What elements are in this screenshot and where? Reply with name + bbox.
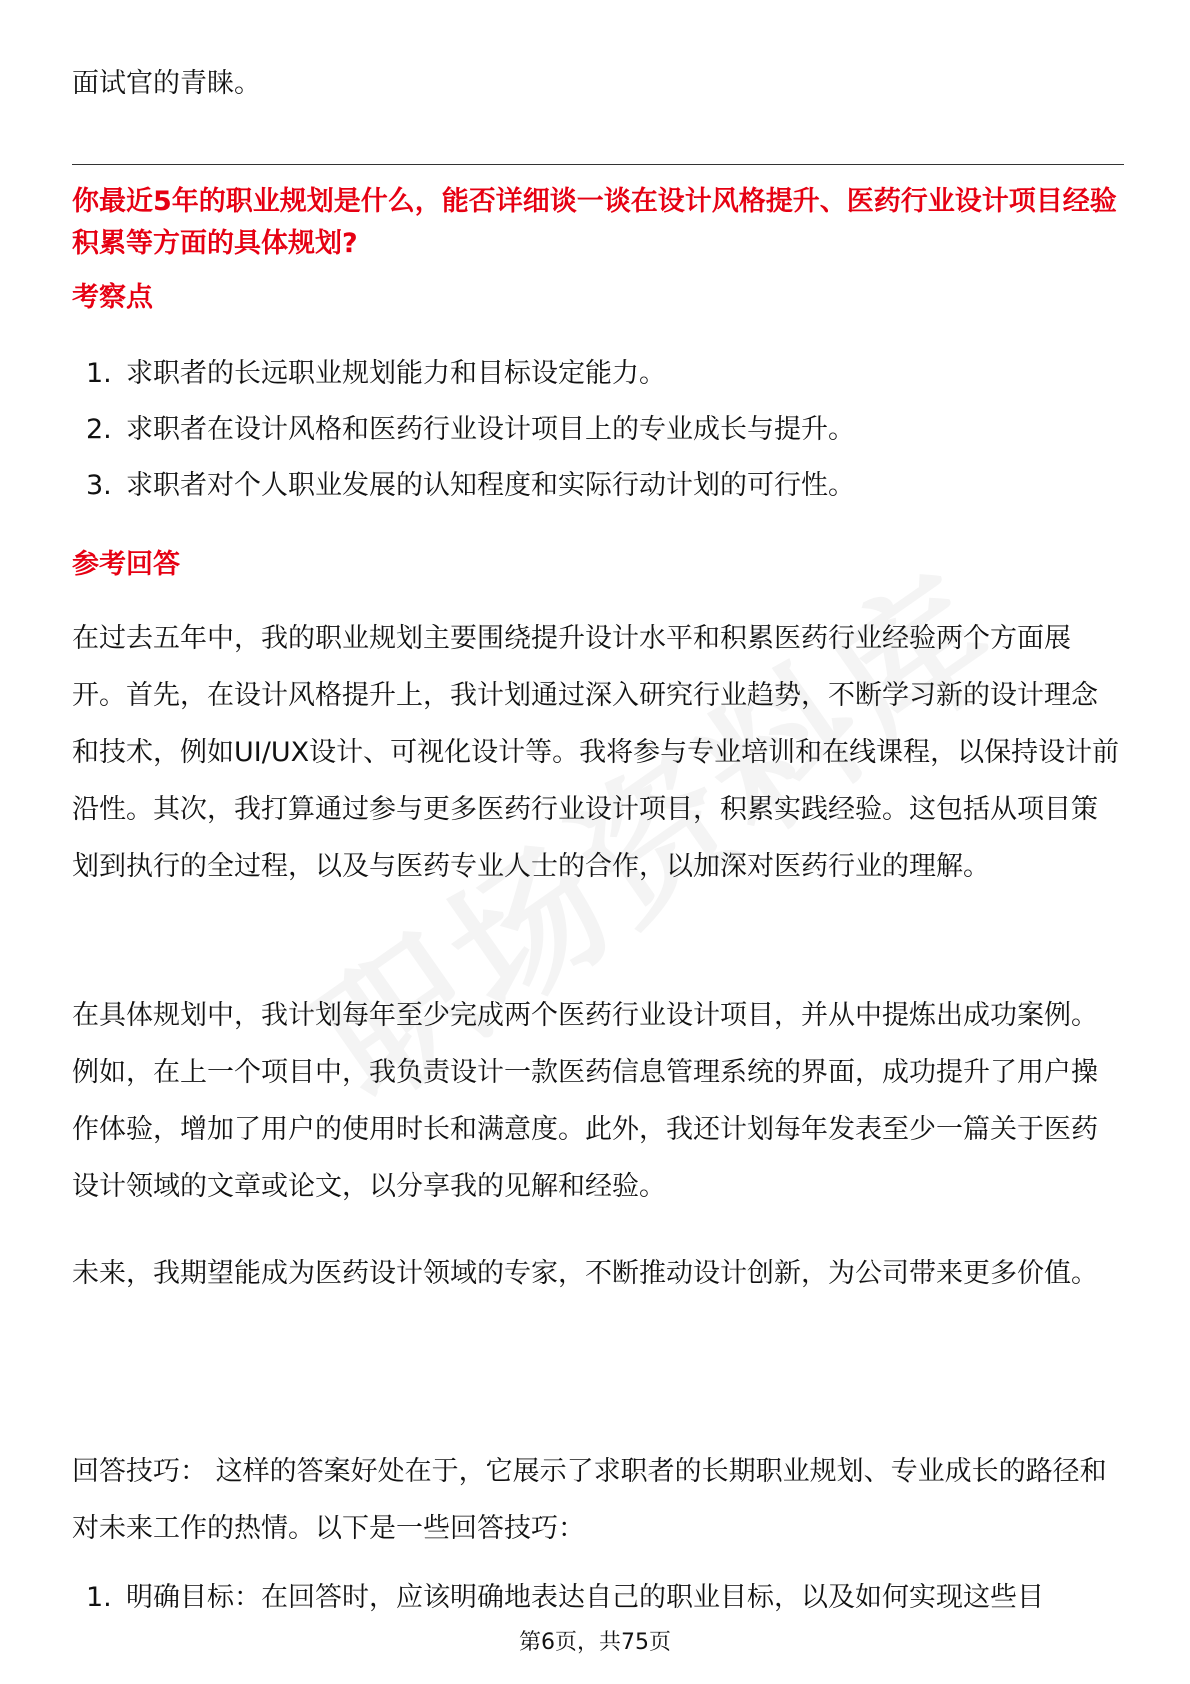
list-item-text: 明确目标：在回答时，应该明确地表达自己的职业目标，以及如何实现这些目 [126, 1582, 1044, 1613]
answer-paragraph: 在具体规划中，我计划每年至少完成两个医药行业设计项目，并从中提炼出成功案例。例如，在上一个项目中，我负责设计一款医药信息管理系统的界面，成功提升了用户操作体验，增加了用户的使用时长和满意度。此外，我还计划每年发表至少一篇关于医药设计领域的文章或论文，以分享我的见解和经验。 [72, 1000, 1098, 1202]
list-item [72, 346, 1122, 402]
list-item [72, 1570, 1122, 1626]
list-item-text: 求职者在设计风格和医药行业设计项目上的专业成长与提升。 [126, 414, 855, 445]
list-item [72, 458, 1122, 514]
list-number: 3. [86, 470, 112, 501]
intro-text: 面试官的青睐。 [72, 68, 261, 99]
focus-points-list [72, 346, 1122, 514]
focus-heading: 考察点 [72, 282, 153, 313]
question-title: 你最近5年的职业规划是什么，能否详细谈一谈在设计风格提升、医药行业设计项目经验积累等方面的具体规划? [72, 186, 1117, 259]
list-number: 2. [86, 414, 112, 445]
answer-tips-paragraph: 回答技巧： 这样的答案好处在于，它展示了求职者的长期职业规划、专业成长的路径和对未来工作的热情。以下是一些回答技巧： [72, 1456, 1107, 1544]
list-item [72, 402, 1122, 458]
section-divider [72, 164, 1124, 165]
page-footer: 第6页，共75页 [519, 1630, 671, 1655]
list-number: 1. [86, 358, 112, 389]
answer-heading: 参考回答 [72, 549, 180, 580]
answer-paragraph: 未来，我期望能成为医药设计领域的专家，不断推动设计创新，为公司带来更多价值。 [72, 1258, 1098, 1289]
list-number: 1. [86, 1582, 112, 1613]
list-item-text: 求职者对个人职业发展的认知程度和实际行动计划的可行性。 [126, 470, 855, 501]
tips-list [72, 1570, 1122, 1626]
list-item-text: 求职者的长远职业规划能力和目标设定能力。 [126, 358, 666, 389]
answer-paragraph: 在过去五年中，我的职业规划主要围绕提升设计水平和积累医药行业经验两个方面展开。首先，在设计风格提升上，我计划通过深入研究行业趋势，不断学习新的设计理念和技术，例如UI/UX设计、可视化设计等。我将参与专业培训和在线课程，以保持设计前沿性。其次，我打算通过参与更多医药行业设计项目，积累实践经验。这包括从项目策划到执行的全过程，以及与医药专业人士的合作，以加深对医药行业的理解。 [72, 623, 1120, 882]
